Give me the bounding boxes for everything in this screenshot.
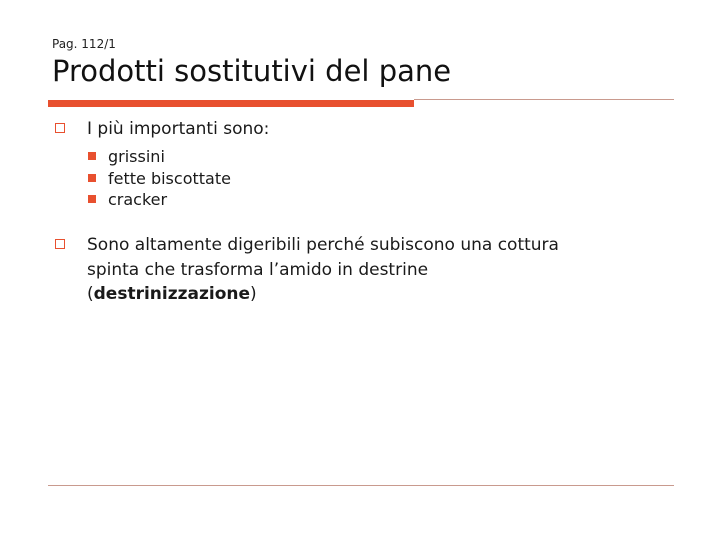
bullet-text-main: I più importanti sono: (87, 119, 270, 139)
list-item (88, 168, 231, 190)
list-item-label: cracker (108, 190, 168, 209)
sub-bullet-list (88, 146, 231, 211)
list-item (88, 189, 231, 211)
paragraph-line: spinta che trasforma l’amido in destrine (87, 259, 429, 280)
footer-divider-line (48, 485, 674, 486)
filled-square-bullet-icon (88, 195, 96, 203)
title-accent-bar (48, 100, 414, 107)
slide-title: Prodotti sostitutivi del pane (52, 54, 452, 88)
close-paren: ) (250, 284, 257, 304)
list-item (88, 146, 231, 168)
list-item-label: fette biscottate (108, 168, 231, 188)
paragraph-line: Sono altamente digeribili perché subiscono una cottura (87, 235, 559, 255)
filled-square-bullet-icon (88, 152, 96, 160)
title-divider-line (414, 99, 674, 100)
open-paren: ( (87, 284, 94, 304)
paragraph-line (87, 282, 687, 307)
filled-square-bullet-icon (88, 174, 96, 182)
bold-term: destrinizzazione (93, 284, 251, 304)
hollow-square-bullet-icon (55, 239, 65, 249)
list-item-label: grissini (108, 147, 165, 166)
hollow-square-bullet-icon (55, 123, 65, 133)
page-number-label: Pag. 112/1 (52, 37, 116, 51)
bullet-text-paragraph (87, 233, 687, 307)
